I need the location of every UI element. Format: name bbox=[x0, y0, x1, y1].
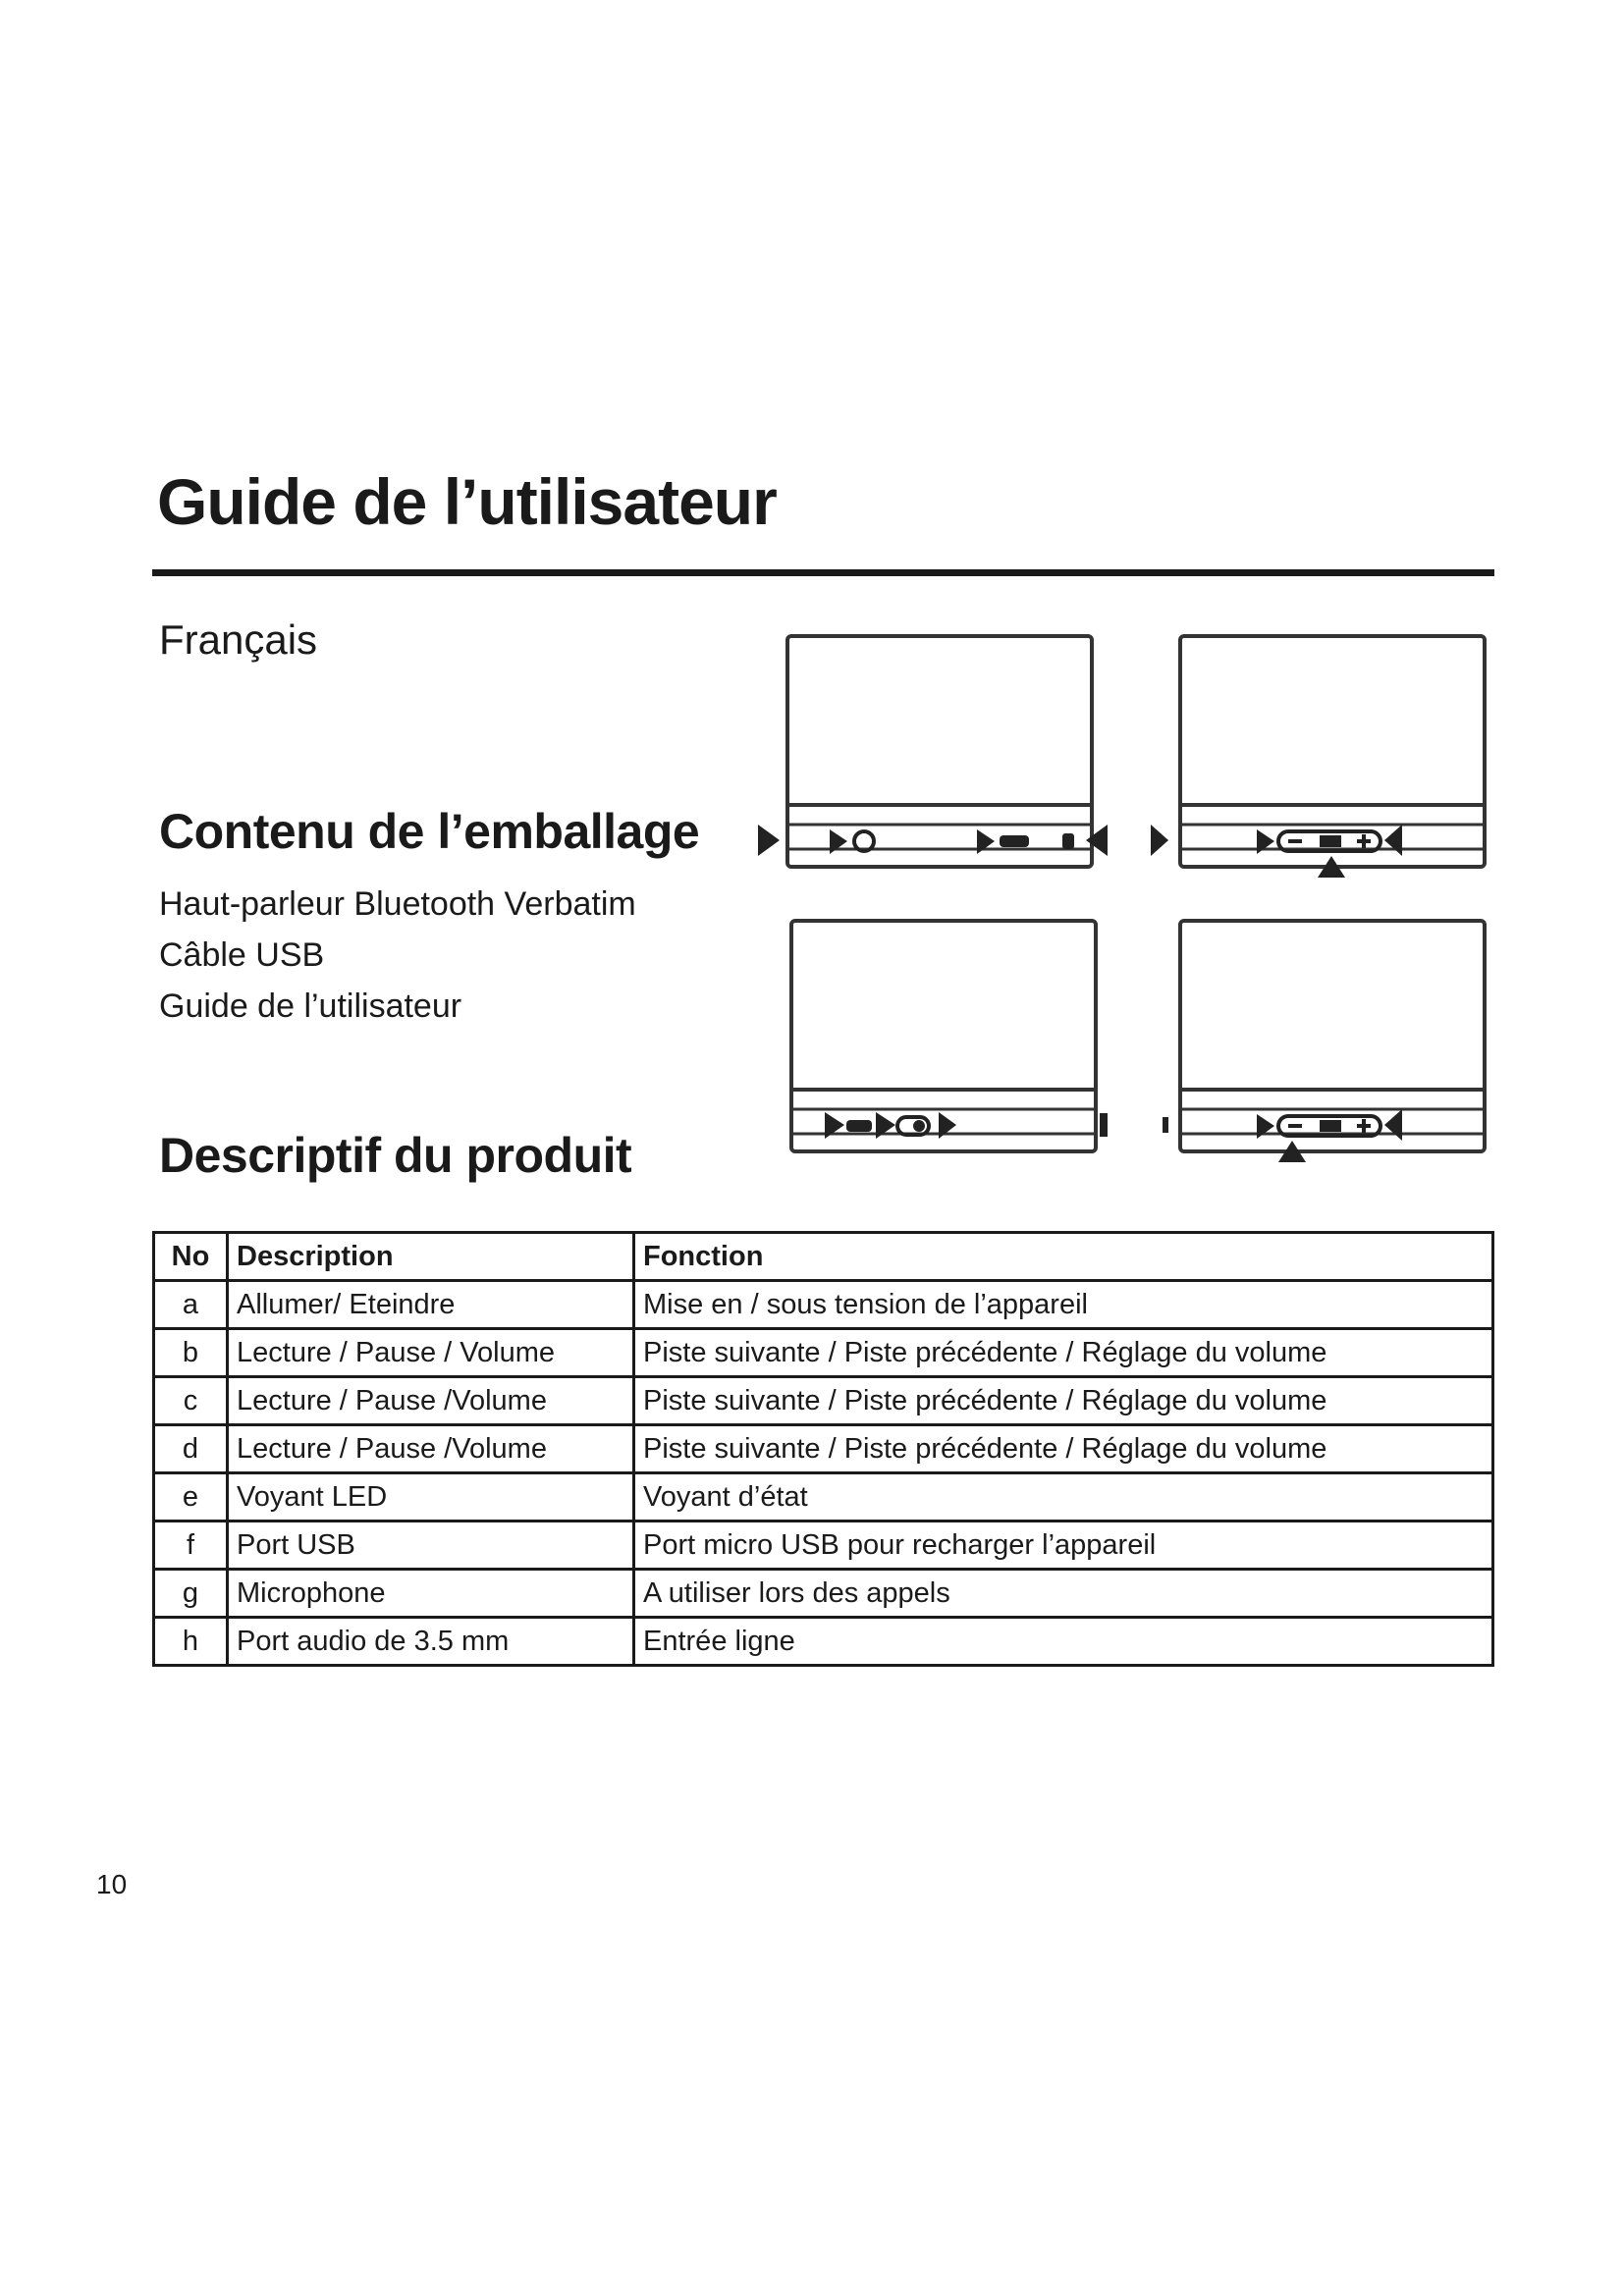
row-function: Mise en / sous tension de l’appareil bbox=[634, 1281, 1493, 1329]
row-function: Piste suivante / Piste précédente / Réglage du volume bbox=[634, 1329, 1493, 1377]
title-divider bbox=[152, 569, 1494, 576]
header-function: Fonction bbox=[634, 1233, 1493, 1281]
row-function: Piste suivante / Piste précédente / Réglage du volume bbox=[634, 1425, 1493, 1473]
table-row bbox=[154, 1618, 1493, 1666]
table-row bbox=[154, 1281, 1493, 1329]
row-no: f bbox=[154, 1522, 228, 1570]
table-header-row bbox=[154, 1233, 1493, 1281]
row-function: Piste suivante / Piste précédente / Réglage du volume bbox=[634, 1377, 1493, 1425]
table-row bbox=[154, 1377, 1493, 1425]
table-row bbox=[154, 1473, 1493, 1522]
language-label: Français bbox=[159, 616, 318, 663]
package-contents-heading: Contenu de l’emballage bbox=[159, 804, 700, 859]
row-description: Port USB bbox=[228, 1522, 634, 1570]
package-item: Guide de l’utilisateur bbox=[159, 988, 462, 1025]
product-illustrations bbox=[746, 628, 1512, 1198]
row-no: e bbox=[154, 1473, 228, 1522]
row-function: Port micro USB pour recharger l’appareil bbox=[634, 1522, 1493, 1570]
row-function: Entrée ligne bbox=[634, 1618, 1493, 1666]
header-no: No bbox=[154, 1233, 228, 1281]
speaker-illustration-4 bbox=[1139, 913, 1512, 1198]
table-row bbox=[154, 1425, 1493, 1473]
row-no: c bbox=[154, 1377, 228, 1425]
table-row bbox=[154, 1522, 1493, 1570]
row-description: Voyant LED bbox=[228, 1473, 634, 1522]
product-description-heading: Descriptif du produit bbox=[159, 1128, 632, 1183]
row-no: h bbox=[154, 1618, 228, 1666]
package-contents-list bbox=[159, 879, 636, 1032]
row-no: d bbox=[154, 1425, 228, 1473]
page-number: 10 bbox=[96, 1869, 128, 1899]
speaker-illustration-1 bbox=[746, 628, 1119, 913]
row-function: A utiliser lors des appels bbox=[634, 1570, 1493, 1618]
speaker-illustration-2 bbox=[1139, 628, 1512, 913]
table-row bbox=[154, 1329, 1493, 1377]
page-title: Guide de l’utilisateur bbox=[157, 465, 777, 538]
table-row bbox=[154, 1570, 1493, 1618]
row-no: g bbox=[154, 1570, 228, 1618]
row-description: Lecture / Pause / Volume bbox=[228, 1329, 634, 1377]
row-no: a bbox=[154, 1281, 228, 1329]
package-item: Câble USB bbox=[159, 936, 325, 974]
row-description: Microphone bbox=[228, 1570, 634, 1618]
row-description: Allumer/ Eteindre bbox=[228, 1281, 634, 1329]
row-description: Lecture / Pause /Volume bbox=[228, 1425, 634, 1473]
speaker-illustration-3 bbox=[746, 913, 1119, 1198]
header-description: Description bbox=[228, 1233, 634, 1281]
row-function: Voyant d’état bbox=[634, 1473, 1493, 1522]
row-description: Lecture / Pause /Volume bbox=[228, 1377, 634, 1425]
product-spec-table bbox=[152, 1231, 1494, 1667]
row-description: Port audio de 3.5 mm bbox=[228, 1618, 634, 1666]
package-item: Haut-parleur Bluetooth Verbatim bbox=[159, 885, 636, 923]
row-no: b bbox=[154, 1329, 228, 1377]
